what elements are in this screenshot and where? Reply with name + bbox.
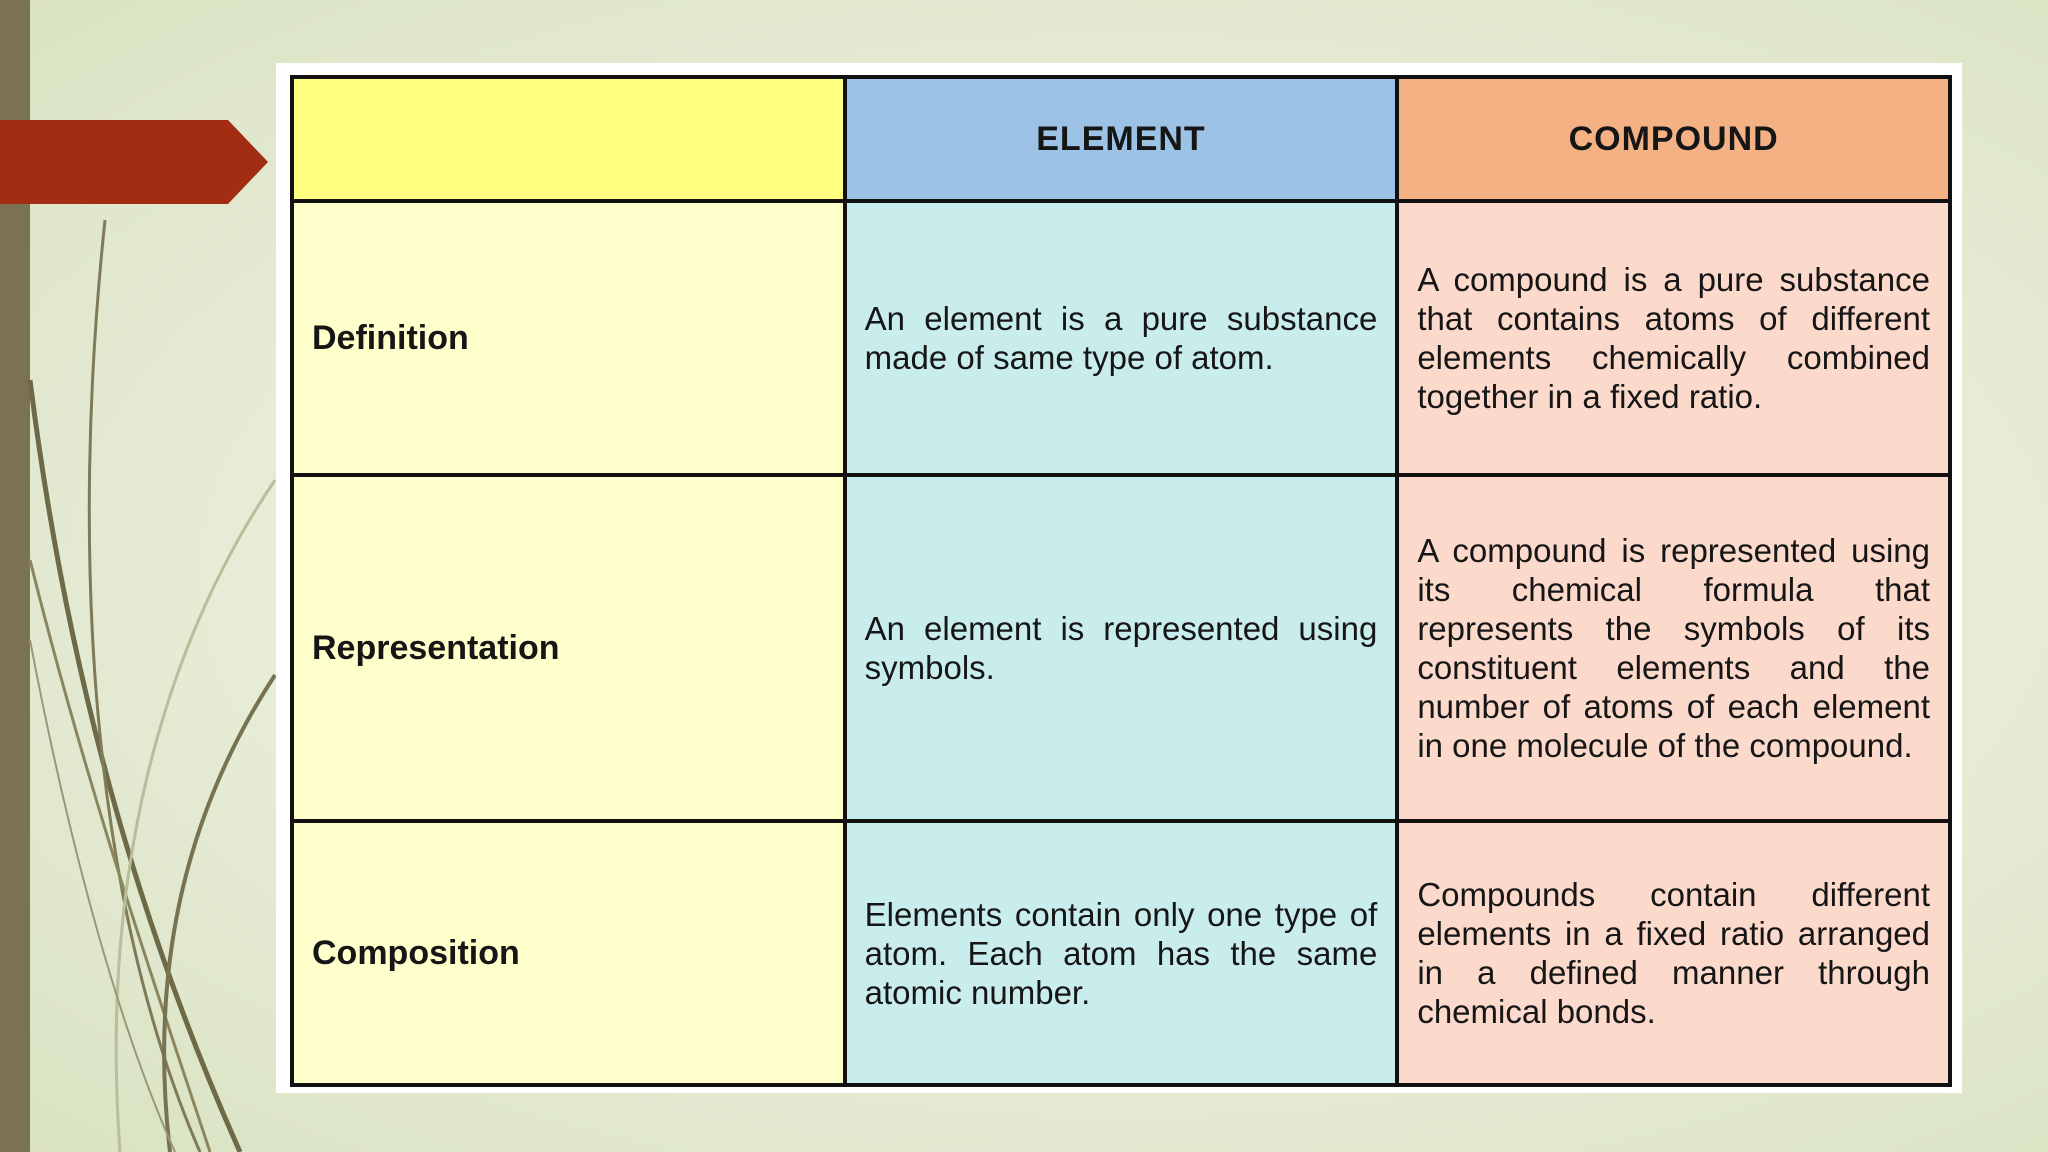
compound-definition-cell: A compound is a pure substance that contains atoms of different elements chemically combined together in a fixed ratio.: [1397, 201, 1950, 475]
header-corner-cell: [292, 77, 845, 201]
header-element: ELEMENT: [845, 77, 1398, 201]
element-representation-cell: An element is represented using symbols.: [845, 475, 1398, 821]
element-composition-cell: Elements contain only one type of atom. Each atom has the same atomic number.: [845, 821, 1398, 1085]
table-header-row: [292, 77, 1950, 201]
row-label-representation: Representation: [292, 475, 845, 821]
header-compound: COMPOUND: [1397, 77, 1950, 201]
swoosh-line: [30, 380, 240, 1152]
table-row: [292, 821, 1950, 1085]
arrow-marker-icon: [0, 120, 268, 204]
element-definition-cell: An element is a pure substance made of same type of atom.: [845, 201, 1398, 475]
table-row: [292, 201, 1950, 475]
compound-composition-cell: Compounds contain different elements in a fixed ratio arranged in a defined manner through chemical bonds.: [1397, 821, 1950, 1085]
row-label-definition: Definition: [292, 201, 845, 475]
swoosh-line: [30, 560, 210, 1152]
swoosh-line: [164, 675, 275, 1152]
compound-representation-cell: A compound is represented using its chemical formula that represents the symbols of its constituent elements and the number of atoms of each element in one molecule of the compound.: [1397, 475, 1950, 821]
row-label-composition: Composition: [292, 821, 845, 1085]
comparison-table-panel: [276, 63, 1962, 1093]
table-row: [292, 475, 1950, 821]
comparison-table: [290, 75, 1952, 1087]
swoosh-line: [30, 640, 175, 1152]
